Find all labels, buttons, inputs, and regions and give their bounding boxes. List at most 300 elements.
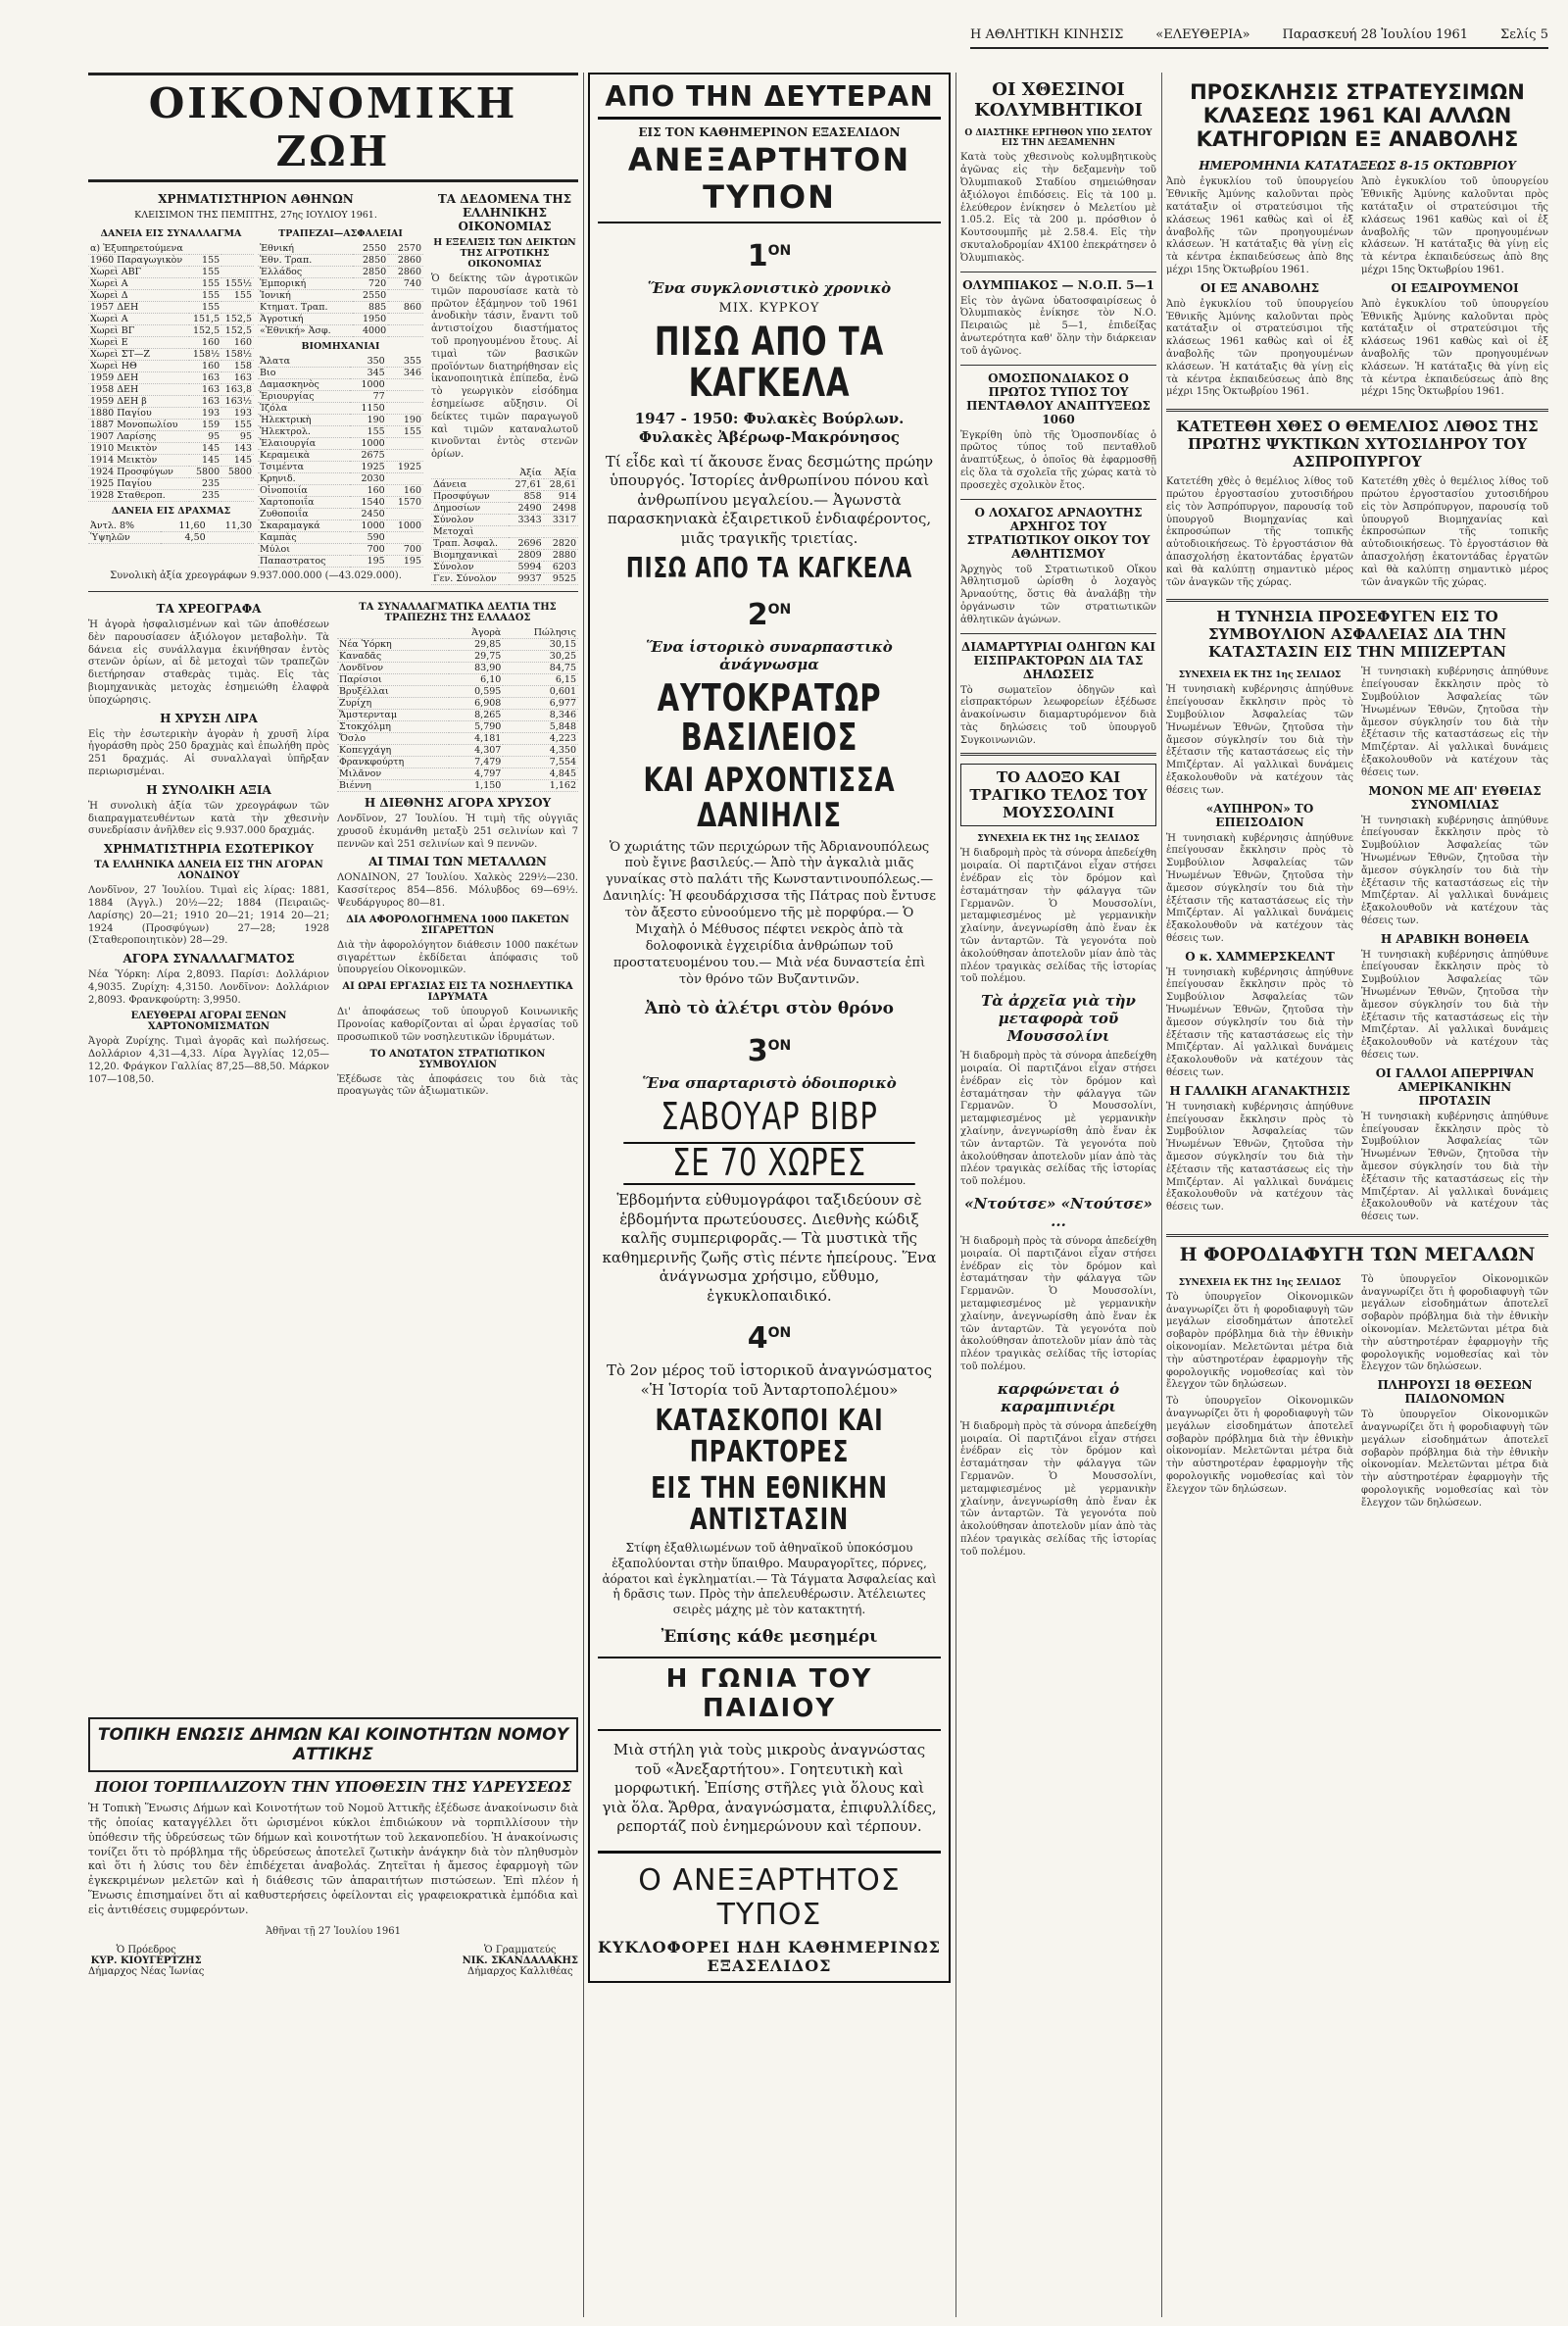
currency-row [337,662,578,673]
ad-column [588,73,951,2317]
ad-corner: Η ΓΩΝΙΑ ΤΟΥ ΠΑΙΔΙΟΥ [598,1657,941,1731]
sig-right-title: Δήμαρχος Καλλιθέας [467,1965,573,1977]
tunisia-sub4: ΜΟΝΟΝ ΜΕ ΑΠ' ΕΥΘΕΙΑΣ ΣΥΝΟΜΙΛΙΑΣ [1368,783,1542,812]
mussolini-kicker: ΣΥΝΕΧΕΙΑ ΕΚ ΤΗΣ 1ης ΣΕΛΙΔΟΣ [977,834,1140,845]
tunisia-body-4: Ἡ τυνησιακὴ κυβέρνησις ἀπηύθυνε ἐπείγουσαν ἔκκλησιν πρὸς τὸ Συμβούλιον Ἀσφαλείας τῶν Ἡνωμένων Ἐθνῶν, ζητοῦσα τὴν ἄμεσον σύγκλησίν του διὰ τὴν ἐξέτασιν τῆς καταστάσεως εἰς τὴν Μπιζέρταν. Αἱ γαλλικαὶ δυνάμεις ἐξακολουθοῦν νὰ κατέχουν τὰς θέσεις των. [1166,1101,1353,1213]
row-value: 345 [350,368,386,379]
row-label: Ἄμστερνταμ [337,709,449,720]
council-body: Ἐξέδωσε τὰς ἀποφάσεις του διὰ τὰς προαγωγὰς τῶν ἀξιωματικῶν. [337,1073,578,1098]
ad-second-blurb: Ὁ χωριάτης τῶν περιχώρων τῆς Ἀδριανουπόλεως ποὺ ἔγινε βασιλεύς.— Ἀπὸ τὴν ἀγκαλιὰ μιᾶς γυναίκας στὸ παλάτι τῆς Κωνσταντινουπόλεως.— Δανιηλίς: Ἡ φεουδάρχισσα τῆς Πάτρας ποὺ ἔντυσε τὸν ἄξεστο εὐνοούμενο τῆς μὲ πορφύρα.— Ὁ Μιχαὴλ ὁ Μέθυσος πέφτει νεκρὸς ἀπὸ τὰ δολοφονικὰ ἐγχειρίδια ἀνθρώπων τοῦ προστατευομένου του.— Μιὰ νέα δυναστεία ἐπὶ τὸν θρόνο τῶν Βυζαντινῶν. [602,839,937,987]
army-body: Ἀρχηγὸς τοῦ Στρατιωτικοῦ Οἴκου Ἀθλητισμοῦ ὡρίσθη ὁ λοχαγὸς Ἀρναούτης, ὅστις θὰ ἀναλάβῃ τὴν ὀργάνωσιν τῶν στρατιωτικῶν ἀθλητικῶν ἀγώνων. [960,564,1156,625]
bank-row [258,314,423,325]
row-value: 145 [221,455,254,467]
mussolini-quote: Τὰ ἀρχεῖα γιὰ τὴν μεταφορὰ τοῦ Μουσσολίνι [981,992,1136,1046]
london-body: Λονδῖνον, 27 Ἰουλίου. Τιμαὶ εἰς λίρας: 1881, 1884 (Ἀγγλ.) 20½—22; 1884 (Πειραιῶς-Λαρίσης) 20—21; 1910 20—21; 1914 20—21; 1924 (Προσφύγων) 27—28; 1928 (Σταθεροποιητικὸν) 28—29. [88,885,329,947]
row-value: 155 [387,426,423,438]
olympiacos-title: ΟΛΥΜΠΙΑΚΟΣ — Ν.Ο.Π. 5—1 [962,277,1154,292]
ad-paper-name: ΑΝΕΞΑΡΤΗΤΟΝ ΤΥΠΟΝ [598,141,941,223]
industry-row [258,509,423,520]
row-value: 2850 [353,267,388,278]
row-label: Ἑλλάδος [258,267,353,278]
metals-body: ΛΟΝΔΙΝΟΝ, 27 Ἰουλίου. Χαλκὸς 229½—230. Κασσίτερος 854—856. Μόλυβδος 69—69½. Ψευδάργυρος 80—81. [337,872,578,909]
attica-title: ΤΟΠΙΚΗ ΕΝΩΣΙΣ ΔΗΜΩΝ ΚΑΙ ΚΟΙΝΟΤΗΤΩΝ ΝΟΜΟΥ ΑΤΤΙΚΗΣ [88,1717,578,1772]
row-label: Ὄσλο [337,732,449,744]
row-value: 740 [388,278,423,290]
stock-exchange-subtitle: ΚΛΕΙΣΙΜΟΝ ΤΗΣ ΠΕΜΠΤΗΣ, 27ης ΙΟΥΛΙΟΥ 1961. [134,210,377,221]
currency-row [337,697,578,709]
row-label: Προσφύγων [431,490,509,502]
row-value: 4,350 [503,744,578,756]
recruits-sub1: ΟΙ ΕΞ ΑΝΑΒΟΛΗΣ [1200,280,1320,295]
banks-head: ΤΡΑΠΕΖΑΙ—ΑΣΦΑΛΕΙΑΙ [278,228,403,239]
row-label: 1887 Μονοπωλίου [88,420,189,431]
loan-row [88,361,254,372]
row-value: 2820 [544,537,578,549]
row-value: 152,5 [221,314,254,325]
row-label: Βιέννη [337,779,449,791]
row-value: 155 [350,426,386,438]
agri-row [431,490,578,502]
agri-row [431,468,578,479]
row-value: 2850 [353,255,388,267]
attica-subtitle: ΠΟΙΟΙ ΤΟΡΠΙΛΛΙΖΟΥΝ ΤΗΝ ΥΠΟΘΕΣΙΝ ΤΗΣ ΥΔΡΕΥΣΕΩΣ [94,1778,572,1796]
gold-title: Η ΧΡΥΣΗ ΛΙΡΑ [160,711,258,725]
loan-row [88,478,254,490]
row-value: 190 [387,415,423,426]
flight-sub1: ΠΛΗΡΟΥΣΙ 18 ΘΕΣΕΩΝ ΠΑΙΔΟΝΟΜΩΝ [1377,1378,1533,1407]
mussolini-body-3: Ἡ διαδρομὴ πρὸς τὰ σύνορα ἀπεδείχθη μοιραία. Οἱ παρτιζάνοι εἶχαν στήσει ἐνέδραν εἰς τὸν δρόμον καὶ ἐσταμάτησαν τὴν φάλαγγα τῶν Γερμανῶν. Ὁ Μουσσολίνι, μεταμφιεσμένος μὲ γερμανικὴν χλαίνην, ἀνεγνωρίσθη ἀπὸ ἕναν ἐκ τῶν ἀνταρτῶν. Τὰ γεγονότα ποὺ ἀκολούθησαν ἀποτελοῦν μίαν ἀπὸ τὰς πλέον τραγικὰς σελίδας τῆς ἱστορίας τοῦ πολέμου. [960,1236,1156,1372]
sig-right-name: ΝΙΚ. ΣΚΑΝΔΑΛΑΚΗΣ [462,1955,578,1966]
bank-row [258,302,423,314]
mussolini-body-4: Ἡ διαδρομὴ πρὸς τὰ σύνορα ἀπεδείχθη μοιραία. Οἱ παρτιζάνοι εἶχαν στήσει ἐνέδραν εἰς τὸν δρόμον καὶ ἐσταμάτησαν τὴν φάλαγγα τῶν Γερμανῶν. Ὁ Μουσσολίνι, μεταμφιεσμένος μὲ γερμανικὴν χλαίνην, ἀνεγνωρίσθη ἀπὸ ἕναν ἐκ τῶν ἀνταρτῶν. Τὰ γεγονότα ποὺ ἀκολούθησαν ἀποτελοῦν μίαν ἀπὸ τὰς πλέον τραγικὰς σελίδας τῆς ἱστορίας τοῦ πολέμου. [960,1420,1156,1558]
row-label: Ἐθνική [258,243,353,255]
loan-row [88,420,254,431]
currency-row [337,720,578,732]
olympiacos-body: Εἰς τὸν ἀγῶνα ὑδατοσφαιρίσεως ὁ Ὀλυμπιακὸς ἐνίκησε τὸν Ν.Ο. Πειραιῶς μὲ 5—1, ἐπιδείξας ἀνωτερότητα καθ' ὅλην τὴν διάρκειαν τοῦ ἀγῶνος. [960,295,1156,357]
row-value: 1,162 [503,779,578,791]
row-value [221,255,254,267]
row-value [509,525,543,537]
row-value: 195 [387,556,423,568]
row-value: 155 [189,302,221,314]
industry-row [258,532,423,544]
row-value: 160 [221,337,254,349]
row-value: 163,8 [221,384,254,396]
mussolini-title: ΤΟ ΑΔΟΞΟ ΚΑΙ ΤΡΑΓΙΚΟ ΤΕΛΟΣ ΤΟΥ ΜΟΥΣΣΟΛΙΝΙ [960,764,1156,826]
ad-second-headline-2: ΚΑΙ ΑΡΧΟΝΤΙΣΣΑ ΔΑΝΙΗΛΙΣ [643,761,896,835]
row-value: 1950 [353,314,388,325]
row-label: Καμπὰς [258,532,350,544]
sig-left-name: ΚΥΡ. ΚΙΟΥΓΕΡΤΖΗΣ [90,1955,202,1966]
row-label: Μύλοι [258,544,350,556]
row-label: Ἐριουργίας [258,391,350,403]
loan-row [88,290,254,302]
row-value: 28,61 [544,478,578,490]
currency-row [337,767,578,779]
working-hours-body: Δι' ἀποφάσεως τοῦ ὑπουργοῦ Κοινωνικῆς Προνοίας καθορίζονται αἱ ὧραι ἐργασίας τοῦ προσωπικοῦ τῶν νοσηλευτικῶν ἱδρυμάτων. [337,1007,578,1043]
ad-second-kicker: Ἕνα ἱστορικὸ συναρπαστικὸ ἀνάγνωσμα [646,638,893,674]
row-value: 84,75 [503,662,578,673]
row-value: 2490 [509,502,543,514]
row-label: Βρυξέλλαι [337,685,449,697]
row-value [221,267,254,278]
lower-economy [88,598,578,1103]
loans-table [88,243,254,502]
industry-row [258,379,423,391]
currency-row [337,627,578,639]
row-label: 1914 Μεικτὸν [88,455,189,467]
row-value: Ἀγορὰ [449,627,504,639]
row-value: 1000 [350,438,386,450]
total-value-body: Ἡ συνολικὴ ἀξία τῶν χρεογράφων τῶν διαπραγματευθέντων κατὰ τὴν χθεσινὴν συνεδρίασιν ἀνῆλθεν εἰς 9.937.000 δραχμάς. [88,800,329,837]
recruits-sub2: ΟΙ ΕΞΑΙΡΟΥΜΕΝΟΙ [1391,280,1519,295]
row-label: Χωρεὶ Α [88,278,189,290]
row-label: Βιο [258,368,350,379]
row-label: 1910 Μεικτὸν [88,443,189,455]
row-value: 2030 [350,473,386,485]
news-column [1166,73,1548,2317]
row-value: 5994 [509,561,543,572]
row-label: Ἀγροτική [258,314,353,325]
gold-body: Εἰς τὴν ἐσωτερικὴν ἀγορὰν ἡ χρυσῆ λίρα ἠγοράσθη πρὸς 250 δραχμὰς καὶ ἐπωλήθη πρὸς 251 δραχμάς. Αἱ συναλλαγαὶ ὑπῆρξαν περιωρισμέναι. [88,728,329,777]
row-value: 151,5 [189,314,221,325]
row-value: 30,15 [503,638,578,650]
industry-row [258,426,423,438]
row-value: 590 [350,532,386,544]
row-value: 143 [221,443,254,455]
tunisia-body-3: Ἡ τυνησιακὴ κυβέρνησις ἀπηύθυνε ἐπείγουσαν ἔκκλησιν πρὸς τὸ Συμβούλιον Ἀσφαλείας τῶν Ἡνωμένων Ἐθνῶν, ζητοῦσα τὴν ἄμεσον σύγκλησίν του διὰ τὴν ἐξέτασιν τῆς καταστάσεως εἰς τὴν Μπιζέρταν. Αἱ γαλλικαὶ δυνάμεις ἐξακολουθοῦν νὰ κατέχουν τὰς θέσεις των. [1166,966,1353,1079]
currency-row [337,709,578,720]
ad-first-blurb: Τί εἶδε καὶ τί ἄκουσε ἕνας δεσμώτης πρώην ὑπουργός. Ἱστορίες ἀνθρωπίνου πόνου καὶ ἀνθρωπίνου μεγαλείου.— Ἀγωνστὰ παρασκηνιακὰ ἐξαιρετικοῦ ἐνδιαφέροντος, μιᾶς τραγικῆς τριετίας. [605,452,934,547]
flight-body-4: Τὸ ὑπουργεῖον Οἰκονομικῶν ἀναγνωρίζει ὅτι ἡ φοροδιαφυγὴ τῶν μεγάλων εἰσοδημάτων ἀποτελεῖ σοβαρὸν πρόβλημα διὰ τὴν ἐθνικὴν οἰκονομίαν. Μελετῶνται μέτρα διὰ τὴν αὐστηροτέραν ἐφαρμογὴν τῆς φορολογικῆς νομοθεσίας καὶ τὸν ἔλεγχον τῶν δηλώσεων. [1361,1410,1548,1509]
running-head-paper: «ΕΛΕΥΘΕΡΙΑ» [1155,26,1250,42]
industry-row [258,438,423,450]
row-label: Ἡλεκτρικὴ [258,415,350,426]
ad-fourth-blurb: Στίφη ἐξαθλιωμένων τοῦ ἀθηναϊκοῦ ὑποκόσμου ἐξαπολύονται στὴν ὕπαιθρο. Μαυραγορῖτες, πόρνες, ἀόρατοι καὶ ἐγκληματίαι.— Τὰ Τάγματα Ἀσφαλείας καὶ ἡ δρᾶσις των. Πρὸς τὴν ἀπελευθέρωσιν. Ἀτέλειωτες σειρὲς μάχης μὲ τὸν κατακτητή. [602,1541,937,1616]
row-value: 159 [189,420,221,431]
london-title: ΤΑ ΕΛΛΗΝΙΚΑ ΔΑΝΕΙΑ ΕΙΣ ΤΗΝ ΑΓΟΡΑΝ ΛΟΝΔΙΝΟΥ [94,860,323,882]
industry-row [258,473,423,485]
row-value: 235 [189,490,221,502]
ad-fourth-kicker: Τὸ 2ον μέρος τοῦ ἱστορικοῦ ἀναγνώσματος «Ἡ Ἱστορία τοῦ Ἀνταρτοπολέμου» [607,1361,932,1399]
mussolini-body-2: Ἡ διαδρομὴ πρὸς τὰ σύνορα ἀπεδείχθη μοιραία. Οἱ παρτιζάνοι εἶχαν στήσει ἐνέδραν εἰς τὸν δρόμον καὶ ἐσταμάτησαν τὴν φάλαγγα τῶν Γερμανῶν. Ὁ Μουσσολίνι, μεταμφιεσμένος μὲ γερμανικὴν χλαίνην, ἀνεγνωρίσθη ἀπὸ ἕναν ἐκ τῶν ἀνταρτῶν. Τὰ γεγονότα ποὺ ἀκολούθησαν ἀποτελοῦν μίαν ἀπὸ τὰς πλέον τραγικὰς σελίδας τῆς ἱστορίας τοῦ πολέμου. [960,1051,1156,1188]
row-label: 1958 ΔΕΗ [88,384,189,396]
industry-row [258,556,423,568]
row-value: 4,797 [449,767,504,779]
row-value: 163 [189,372,221,384]
row-label: Ἐθν. Τραπ. [258,255,353,267]
ad-ordinal-2: $2^{ON}$ [747,598,792,633]
row-value: 2450 [350,509,386,520]
tunisia-sub6: ΟΙ ΓΑΛΛΟΙ ΑΠΕΡΡΙΨΑΝ ΑΜΕΡΙΚΑΝΙΚΗΝ ΠΡΟΤΑΣΙΝ [1375,1065,1535,1108]
currency-table-title: ΤΑ ΣΥΝΑΛΛΑΓΜΑΤΙΚΑ ΔΕΛΤΙΑ ΤΗΣ ΤΡΑΠΕΖΗΣ ΤΗΣ ΕΛΛΑΔΟΣ [359,601,557,623]
row-value: 77 [350,391,386,403]
row-value [221,302,254,314]
recruits-body-cols [1166,176,1548,403]
ad-from: ΑΠΟ ΤΗΝ ΔΕΥΤΕΡΑΝ [598,80,941,120]
row-value: 4,223 [503,732,578,744]
row-label: 1959 ΔΕΗ β [88,396,189,408]
row-value: 193 [221,408,254,420]
row-value: 6,15 [503,673,578,685]
row-label: Ὑψηλῶν [88,532,161,544]
row-value [387,473,423,485]
attica-signatures [88,1945,578,1977]
wheat-title: ΚΑΤΕΤΕΘΗ ΧΘΕΣ Ο ΘΕΜΕΛΙΟΣ ΛΙΘΟΣ ΤΗΣ ΠΡΩΤΗΣ ΨΥΚΤΙΚΩΝ ΧΥΤΟΣΙΔΗΡΟΥ ΤΟΥ ΑΣΠΡΟΠΥΡΓΟΥ [1176,418,1539,471]
agri-row [431,537,578,549]
row-value: 6203 [544,561,578,572]
row-value: 160 [350,485,386,497]
recruits-body-4: Ἀπὸ ἐγκυκλίου τοῦ ὑπουργείου Ἐθνικῆς Ἀμύνης καλοῦνται πρὸς κατάταξιν οἱ στρατεύσιμοι τῆς κλάσεως 1961 καθὼς καὶ οἱ ἐξ ἀναβολῆς τῶν προηγουμένων κλάσεων. Ἡ κατάταξις θὰ γίνῃ εἰς τὰ κέντρα ἐκπαιδεύσεως ἀπὸ 8ης μέχρι 15ης Ὀκτωβρίου 1961. [1361,298,1548,398]
row-label: Στοκχόλμη [337,720,449,732]
agri-row [431,502,578,514]
loan-row [88,255,254,267]
championship-body: Ἐγκρίθη ὑπὸ τῆς Ὁμοσπονδίας ὁ πρῶτος τύπος τοῦ πενταθλοῦ ἀναπτύξεως, ὁ ὁποῖος θὰ ἐφαρμοσθῇ εἰς ὅλα τὰ σχολεῖα τῆς χώρας κατὰ τὸ προσεχὲς σχολικὸν ἔτος. [960,429,1156,491]
row-label: 1907 Λαρίσης [88,431,189,443]
row-value [388,325,423,337]
row-value: 160 [387,485,423,497]
loans-head: ΔΑΝΕΙΑ ΕΙΣ ΣΥΝΑΛΛΑΓΜΑ [100,228,242,239]
agri-row [431,572,578,584]
tunisia-kicker: ΣΥΝΕΧΕΙΑ ΕΚ ΤΗΣ 1ης ΣΕΛΙΔΟΣ [1178,670,1342,681]
row-value: 29,85 [449,638,504,650]
metals-title: ΑΙ ΤΙΜΑΙ ΤΩΝ ΜΕΤΑΛΛΩΝ [368,855,547,869]
cigarettes-body: Διὰ τὴν ἀφορολόγητον διάθεσιν 1000 πακέτων σιγαρέττων ἐκδίδεται ἀπόφασις τοῦ ὑπουργείου Οἰκονομικῶν. [337,939,578,976]
row-value [221,478,254,490]
row-label: Ἡλεκτρολ. [258,426,350,438]
row-value: 700 [350,544,386,556]
running-head-page: Σελίς 5 [1500,26,1548,42]
industry-table [258,356,423,568]
loan-row [88,267,254,278]
row-value: 163½ [221,396,254,408]
row-value: 1925 [387,462,423,473]
row-value: 155 [189,290,221,302]
wheat-body: Κατετέθη χθὲς ὁ θεμέλιος λίθος τοῦ πρώτου ἐργοστασίου χυτοσιδήρου εἰς τὸν Ἀσπρόπυργον, παρουσίᾳ τοῦ ὑπουργοῦ Βιομηχανίας καὶ ἐκπροσώπων τῆς τοπικῆς αὐτοδιοικήσεως. Τὸ ἐργοστάσιον θὰ ἀπασχολήσῃ ἑκατοντάδας ἐργατῶν καὶ θὰ καλύπτῃ σημαντικὸ μέρος τῶν ἀναγκῶν τῆς χώρας. [1166,476,1353,588]
section-title: ΟΙΚΟΝΟΜΙΚΗ ΖΩΗ [88,73,578,182]
ad-in-daily: ΕΙΣ ΤΟΝ ΚΑΘΗΜΕΡΙΝΟΝ ΕΞΑΣΕΛΙΔΟΝ [638,125,901,139]
ad-box [588,73,951,1983]
row-value: 2498 [544,502,578,514]
ad-third-blurb: Ἑβδομήντα εὐθυμογράφοι ταξιδεύουν σὲ ἑβδομήντα πρωτεύουσες. Διεθνὴς κώδιξ καλῆς συμπεριφορᾶς.— Τὰ μυστικὰ τῆς καθημερινῆς ζωῆς στὶς πέντε ἠπείρους. Ἕνα ἀνάγνωσμα χρήσιμο, εὔθυμο, ἐγκυκλοπαιδικό. [602,1191,937,1305]
row-label: Χωρεὶ ΣΤ—Ζ [88,349,189,361]
tunisia-sub5: Η ΑΡΑΒΙΚΗ ΒΟΗΘΕΙΑ [1380,931,1530,946]
row-label: Λονδῖνον [337,662,449,673]
bank-row [258,290,423,302]
row-value: 195 [350,556,386,568]
loan-row [88,372,254,384]
row-value: 346 [387,368,423,379]
row-value: 2860 [388,267,423,278]
row-value [388,314,423,325]
row-value: 1000 [387,520,423,532]
row-label [431,468,509,479]
flight-body-3: Τὸ ὑπουργεῖον Οἰκονομικῶν ἀναγνωρίζει ὅτι ἡ φοροδιαφυγὴ τῶν μεγάλων εἰσοδημάτων ἀποτελεῖ σοβαρὸν πρόβλημα διὰ τὴν ἐθνικὴν οἰκονομίαν. Μελετῶνται μέτρα διὰ τὴν αὐστηροτέραν ἐφαρμογὴν τῆς φορολογικῆς νομοθεσίας καὶ τὸν ἔλεγχον τῶν δηλώσεων. [1361,1273,1548,1373]
row-label: Χαρτοποιΐα [258,497,350,509]
swimming-body: Κατὰ τοὺς χθεσινοὺς κολυμβητικοὺς ἀγῶνας εἰς τὴν δεξαμενὴν τοῦ Ὀλυμπιακοῦ Σταδίου σημειώθησαν ἀξιόλογοι ἐπιδόσεις. Εἰς τὰ 100 μ. ἐλεύθερον ἐνίκησεν ὁ Μελετίου μὲ 1.05.2. Εἰς τὰ 200 μ. πρόσθιον ὁ Κουτσουμπῆς μὲ 2.58.4. Εἰς τὴν σκυταλοδρομίαν 4Χ100 ἐπεκράτησεν ὁ Ὀλυμπιακὸς. [960,152,1156,264]
running-head-date: Παρασκευή 28 Ἰουλίου 1961 [1282,26,1469,42]
ad-second-headline-1: ΑΥΤΟΚΡΑΤΩΡ ΒΑΣΙΛΕΙΟΣ [657,676,882,760]
cigarettes-title: ΔΙΑ ΑΦΟΡΟΛΟΓΗΜΕΝΑ 1000 ΠΑΚΕΤΩΝ ΣΙΓΑΡΕΤΤΩΝ [346,914,569,936]
tunisia-body-6: Ἡ τυνησιακὴ κυβέρνησις ἀπηύθυνε ἐπείγουσαν ἔκκλησιν πρὸς τὸ Συμβούλιον Ἀσφαλείας τῶν Ἡνωμένων Ἐθνῶν, ζητοῦσα τὴν ἄμεσον σύγκλησίν του διὰ τὴν ἐξέτασιν τῆς καταστάσεως εἰς τὴν Μπιζέρταν. Αἱ γαλλικαὶ δυνάμεις ἐξακολουθοῦν νὰ κατέχουν τὰς θέσεις των. [1361,815,1548,926]
row-label: Φρανκφούρτη [337,756,449,767]
row-label: Ἐμπορική [258,278,353,290]
sports-column [960,73,1156,2317]
currency-row [337,650,578,662]
row-label: 1957 ΔΕΗ [88,302,189,314]
ad-foot-title: Ο ΑΝΕΞΑΡΤΗΤΟΣ ΤΥΠΟΣ [598,1851,941,1932]
industry-head: ΒΙΟΜΗΧΑΝΙΑΙ [301,341,380,352]
row-value: 158½ [221,349,254,361]
row-value: 30,25 [503,650,578,662]
chronicle-body: Ἡ ἀγορὰ ἠσφαλισμένων καὶ τῶν ἀποθέσεων δὲν παρουσίασεν ἀξιόλογον μεταβολὴν. Τὰ δάνεια εἰς συνάλλαγμα ἐκινήθησαν ἐντὸς στενῶν ὁρίων, αἱ δὲ μετοχαὶ τῶν τραπεζῶν διετήρησαν σταθερὰς τιμὰς. Εἰς τὰς βιομηχανικὰς μετοχὰς ἐσημειώθη ἐλαφρὰ ὑποχώρησις. [88,619,329,706]
tunisia-body-2: Ἡ τυνησιακὴ κυβέρνησις ἀπηύθυνε ἐπείγουσαν ἔκκλησιν πρὸς τὸ Συμβούλιον Ἀσφαλείας τῶν Ἡνωμένων Ἐθνῶν, ζητοῦσα τὴν ἄμεσον σύγκλησίν του διὰ τὴν ἐξέτασιν τῆς καταστάσεως εἰς τὴν Μπιζέρταν. Αἱ γαλλικαὶ δυνάμεις ἐξακολουθοῦν νὰ κατέχουν τὰς θέσεις των. [1166,832,1353,944]
industry-row [258,497,423,509]
row-value: 11,30 [208,520,254,532]
row-value: 2550 [353,290,388,302]
row-value: Ἀξία [509,468,543,479]
currency-row [337,779,578,791]
drachma-loan-row [88,532,254,544]
flight-title: Η ΦΟΡΟΔΙΑΦΥΓΗ ΤΩΝ ΜΕΓΑΛΩΝ [1179,1244,1536,1266]
row-value: 2809 [509,549,543,561]
row-value: 914 [544,490,578,502]
mussolini-body: Ἡ διαδρομὴ πρὸς τὰ σύνορα ἀπεδείχθη μοιραία. Οἱ παρτιζάνοι εἶχαν στήσει ἐνέδραν εἰς τὸν δρόμον καὶ ἐσταμάτησαν τὴν φάλαγγα τῶν Γερμανῶν. Ὁ Μουσσολίνι, μεταμφιεσμένος μὲ γερμανικὴν χλαίνην, ἀνεγνωρίσθη ἀπὸ ἕναν ἐκ τῶν ἀνταρτῶν. Τὰ γεγονότα ποὺ ἀκολούθησαν ἀποτελοῦν μίαν ἀπὸ τὰς πλέον τραγικὰς σελίδας τῆς ἱστορίας τοῦ πολέμου. [960,848,1156,985]
gold-market-body: Λονδῖνον, 27 Ἰουλίου. Ἡ τιμὴ τῆς οὐγγιᾶς χρυσοῦ ἐκυμάνθη μεταξὺ 251 σελινίων καὶ 7 πεννῶν καὶ 251 σελινίων καὶ 9 πεννῶν. [337,813,578,850]
row-value: Πώλησις [503,627,578,639]
free-market-body: Ἀγορὰ Ζυρίχης. Τιμαὶ ἀγορᾶς καὶ πωλήσεως. Δολλάριον 4,31—4,33. Λίρα Ἀγγλίας 12,05—12,20. Φράγκον Γαλλίας 87,25—88,50. Μάρκον 107—108,50. [88,1036,329,1085]
attica-date: Ἀθῆναι τῇ 27 Ἰουλίου 1961 [265,1925,402,1937]
ad-corner-blurb: Μιὰ στήλη γιὰ τοὺς μικροὺς ἀναγνώστας τοῦ «Ἀνεξαρτήτου». Γοητευτικὴ καὶ μορφωτική. Ἐπίσης στῆλες γιὰ ὅλους καὶ γιὰ ὅλα. Ἄρθρα, ἀναγνώσματα, ἐπιφυλλίδες, ρεπορτάζ ποὺ ἐνημερώνουν καὶ τέρπουν. [602,1741,937,1836]
attica-body: Ἡ Τοπικὴ Ἕνωσις Δήμων καὶ Κοινοτήτων τοῦ Νομοῦ Ἀττικῆς ἐξέδωσε ἀνακοίνωσιν διὰ τῆς ὁποίας καταγγέλλει ὅτι ὡρισμένοι κύκλοι ἐπιδιώκουν νὰ τορπιλλίσουν τὴν ὑπόθεσιν τῆς ὑδρεύσεως τῶν δήμων καὶ κοινοτήτων τοῦ λεκανοπεδίου. Ἡ ἀνακοίνωσις τονίζει ὅτι τὸ πρόβλημα τῆς ὑδρεύσεως ἀποτελεῖ ζωτικὴν ἀνάγκην διὰ τὸν πληθυσμὸν καὶ ὅτι ἡ λύσις του δὲν ἐπιδέχεται ἀναβολάς. Ζητεῖται ἡ ἄμεσος ἐφαρμογὴ τῶν ἐγκεκριμένων μελετῶν καὶ ἡ διάθεσις τῶν ἀπαραιτήτων πιστώσεων. Ἐπὶ πλέον ἡ Ἕνωσις ἐπισημαίνει ὅτι αἱ καθυστερήσεις ὀφείλονται εἰς γραφειοκρατικὰ ἐμπόδια καὶ εἰς ἀντιθέσεις συμφερόντων. [88,1802,578,1916]
ad-first-headline: ΠΙΣΩ ΑΠΟ ΤΑ ΚΑΓΚΕΛΑ [654,320,885,406]
row-value: 152,5 [221,325,254,337]
row-label: Βιομηχανικαὶ [431,549,509,561]
recruits-title: ΠΡΟΣΚΛΗΣΙΣ ΣΤΡΑΤΕΥΣΙΜΩΝ ΚΛΑΣΕΩΣ 1961 ΚΑΙ ΑΛΛΩΝ ΚΑΤΗΓΟΡΙΩΝ ΕΞ ΑΝΑΒΟΛΗΣ [1190,80,1525,152]
column-rule [1161,73,1162,2317]
row-label: Κεραμεικὰ [258,450,350,462]
ad-second-tagline: Ἀπὸ τὸ ἀλέτρι στὸν θρόνο [645,998,894,1018]
stock-block [88,188,578,585]
row-value: 5800 [221,467,254,478]
row-label: 1880 Παγίου [88,408,189,420]
row-value: 1150 [350,403,386,415]
bank-row [258,278,423,290]
row-value: 5,790 [449,720,504,732]
row-value [221,490,254,502]
row-label: Κρηνιδ. [258,473,350,485]
row-label: Χωρεὶ Α [88,314,189,325]
total-line: Συνολικὴ ἀξία χρεογράφων 9.937.000.000 (—43.029.000). [110,570,402,581]
agri-index-table [431,468,578,585]
ad-daily-line: Ἐπίσης κάθε μεσημέρι [661,1627,878,1648]
row-value: 8,265 [449,709,504,720]
row-label: Κοπεγχάγη [337,744,449,756]
row-label: Σύνολον [431,514,509,525]
row-value: 145 [189,455,221,467]
bank-row [258,325,423,337]
tunisia-sub1: «ΑΥΠΗΡΟΝ» ΤΟ ΕΠΕΙΣΟΔΙΟΝ [1205,801,1314,829]
row-label: 1928 Σταθεροπ. [88,490,189,502]
instructions-body: Τὸ σωματεῖον ὁδηγῶν καὶ εἰσπρακτόρων λεωφορείων ἐξέδωσε ἀνακοίνωσιν διαμαρτυρόμενον διὰ τὰς δηλώσεις τοῦ ὑπουργοῦ Συγκοινωνιῶν. [960,684,1156,746]
tunisia-sub2: Ο κ. ΧΑΜΜΕΡΣΚΕΛΝΤ [1185,949,1335,964]
row-value: 2570 [388,243,423,255]
row-value: 858 [509,490,543,502]
tunisia-body-8: Ἡ τυνησιακὴ κυβέρνησις ἀπηύθυνε ἐπείγουσαν ἔκκλησιν πρὸς τὸ Συμβούλιον Ἀσφαλείας τῶν Ἡνωμένων Ἐθνῶν, ζητοῦσα τὴν ἄμεσον σύγκλησίν του διὰ τὴν ἐξέτασιν τῆς καταστάσεως εἰς τὴν Μπιζέρταν. Αἱ γαλλικαὶ δυνάμεις ἐξακολουθοῦν νὰ κατέχουν τὰς θέσεις των. [1361,1111,1548,1223]
currency-row [337,673,578,685]
running-head-section: Η ΑΘΛΗΤΙΚΗ ΚΙΝΗΣΙΣ [970,26,1124,42]
row-value: 4,181 [449,732,504,744]
row-label: Παρίσιοι [337,673,449,685]
row-value: 155 [189,267,221,278]
industry-row [258,544,423,556]
currency-row [337,638,578,650]
row-value: 6,977 [503,697,578,709]
row-label: Ἰονική [258,290,353,302]
ad-fourth-headline-2: ΕΙΣ ΤΗΝ ΕΘΝΙΚΗΝ ΑΝΤΙΣΤΑΣΙΝ [651,1471,888,1537]
tunisia-title: Η ΤΥΝΗΣΙΑ ΠΡΟΣΕΦΥΓΕΝ ΕΙΣ ΤΟ ΣΥΜΒΟΥΛΙΟΝ ΑΣΦΑΛΕΙΑΣ ΔΙΑ ΤΗΝ ΚΑΤΑΣΤΑΣΙΝ ΕΙΣ ΤΗΝ ΜΠΙΖΕΡΤΑΝ [1207,608,1507,662]
row-label: α) Ἐξυπηρετούμενα [88,243,189,255]
row-value: 2860 [388,255,423,267]
wheat-body-2: Κατετέθη χθὲς ὁ θεμέλιος λίθος τοῦ πρώτου ἐργοστασίου χυτοσιδήρου εἰς τὸν Ἀσπρόπυργον, παρουσίᾳ τοῦ ὑπουργοῦ Βιομηχανίας καὶ ἐκπροσώπων τῆς τοπικῆς αὐτοδιοικήσεως. Τὸ ἐργοστάσιον θὰ ἀπασχολήσῃ ἑκατοντάδας ἐργατῶν καὶ θὰ καλύπτῃ σημαντικὸ μέρος τῶν ἀναγκῶν τῆς χώρας. [1361,476,1548,588]
row-label: Ἄλατα [258,356,350,368]
row-label: Ἐλαιουργία [258,438,350,450]
banks-table [258,243,423,337]
row-value [544,525,578,537]
industry-row [258,403,423,415]
recruits-body-3: Ἀπὸ ἐγκυκλίου τοῦ ὑπουργείου Ἐθνικῆς Ἀμύνης καλοῦνται πρὸς κατάταξιν οἱ στρατεύσιμοι τῆς κλάσεως 1961 καθὼς καὶ οἱ ἐξ ἀναβολῆς τῶν προηγουμένων κλάσεων. Ἡ κατάταξις θὰ γίνῃ εἰς τὰ κέντρα ἐκπαιδεύσεως ἀπὸ 8ης μέχρι 15ης Ὀκτωβρίου 1961. [1361,176,1548,275]
row-label: Χωρεὶ ΗΘ [88,361,189,372]
row-value: 27,61 [509,478,543,490]
loan-row [88,243,254,255]
row-value: 163 [221,372,254,384]
row-value: 6,908 [449,697,504,709]
row-value: 350 [350,356,386,368]
row-value: 9525 [544,572,578,584]
ad-ordinal-1: $1^{ON}$ [747,239,792,273]
loan-row [88,467,254,478]
row-value: 2696 [509,537,543,549]
row-value: 6,10 [449,673,504,685]
row-value: 0,601 [503,685,578,697]
loan-row [88,349,254,361]
currency-row [337,685,578,697]
agri-row [431,549,578,561]
row-value [387,450,423,462]
loan-row [88,384,254,396]
loan-row [88,337,254,349]
row-value: 158 [221,361,254,372]
drachma-loans-head: ΔΑΝΕΙΑ ΕΙΣ ΔΡΑΧΜΑΣ [111,506,231,517]
ad-third-headline-1: ΣΑΒΟΥΑΡ ΒΙΒΡ [661,1094,878,1138]
row-value: 7,479 [449,756,504,767]
currency-row [337,744,578,756]
ad-ordinal-4: $4^{ON}$ [747,1321,792,1357]
row-value: 163 [189,396,221,408]
row-value [387,438,423,450]
swimming-kicker: Ο ΔΙΑΣΤΗΚΕ ΕΡΓΗΘΟΝ ΥΠΟ ΣΕΛΤΟΥ ΕΙΣ ΤΗΝ ΔΕΞΑΜΕΝΗΝ [964,128,1152,149]
economy-data-body: Ὁ δείκτης τῶν ἀγροτικῶν τιμῶν παρουσίασε κατὰ τὸ πρῶτον ἑξάμηνον τοῦ 1961 ἀνοδικὴν τάσιν, ἔναντι τοῦ ἀντιστοίχου διαστήματος τοῦ προηγουμένου ἔτους. Αἱ τιμαὶ τῶν βασικῶν προϊόντων διατηρήθησαν εἰς ἱκανοποιητικὰ ἐπίπεδα, ἐνῶ τὸ γεωργικὸν εἰσόδημα ἐσημείωσε αὔξησιν. Οἱ δείκτες τιμῶν παραγωγοῦ καὶ τιμῶν καταναλωτοῦ κινοῦνται ἐντὸς στενῶν ὁρίων. [431,273,578,461]
running-head [970,22,1548,49]
row-value: 4000 [353,325,388,337]
industry-row [258,450,423,462]
council-title: ΤΟ ΑΝΩΤΑΤΟΝ ΣΤΡΑΤΙΩΤΙΚΟΝ ΣΥΜΒΟΥΛΙΟΝ [369,1048,546,1070]
row-label: Ἀντλ. 8% [88,520,161,532]
row-label: Δημοσίων [431,502,509,514]
fx-title: ΑΓΟΡΑ ΣΥΝΑΛΛΑΓΜΑΤΟΣ [122,952,295,966]
row-value: 5,848 [503,720,578,732]
ad-third-headline-2: ΣΕ 70 ΧΩΡΕΣ [623,1142,915,1185]
